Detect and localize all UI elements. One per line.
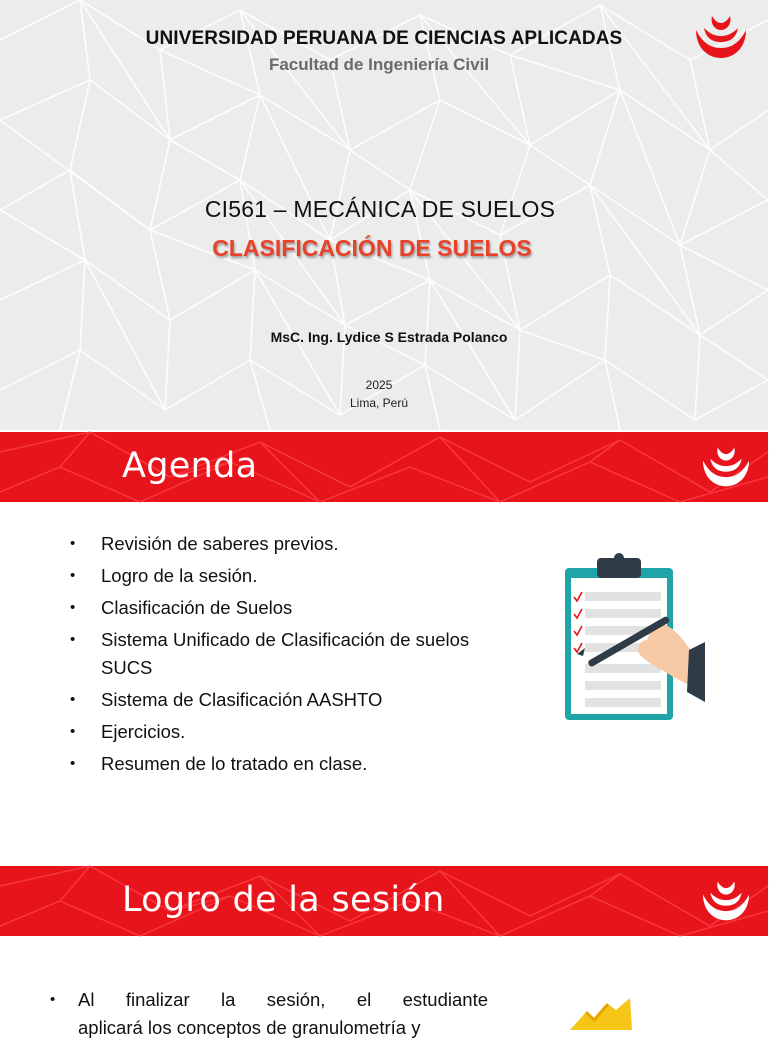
bullet: • [70,755,76,772]
author-name: MsC. Ing. Lydice S Estrada Polanco [270,329,508,345]
agenda-item-label: Sistema de Clasificación AASHTO [101,689,383,710]
achievement-icon [560,990,650,1030]
topic-title: CLASIFICACIÓN DE SUELOS [212,235,532,261]
bullet: • [70,599,76,616]
agenda-item-label: Logro de la sesión. [101,565,258,586]
list-item [70,750,520,778]
logro-text-line2: aplicará los conceptos de granulometría y [78,1017,421,1038]
clipboard-checklist-icon [555,552,705,728]
bullet: • [70,535,76,552]
presentation-city: Lima, Perú [349,396,409,410]
list-item [70,626,520,682]
bullet: • [70,723,76,740]
agenda-item-label: Clasificación de Suelos [101,597,293,618]
agenda-title: Agenda [122,446,258,486]
agenda-slide [0,432,768,864]
list-item [70,718,520,746]
title-slide [0,0,768,430]
logro-header-bar [0,866,768,936]
agenda-item-label: Revisión de saberes previos. [101,533,339,554]
agenda-item-label: Ejercicios. [101,721,186,742]
agenda-header-bar [0,432,768,502]
agenda-item-label: Sistema Unificado de Clasificación de suelos SUCS [101,629,470,678]
upc-logo-icon [697,444,755,490]
list-item [70,562,520,590]
upc-logo-icon [690,12,752,62]
logro-title: Logro de la sesión [122,880,445,920]
logro-paragraph-line1 [50,986,488,1014]
logro-text-line1: Al finalizar la sesión, el estudiante [78,989,488,1010]
header-network-pattern [0,432,768,502]
agenda-item-label: Resumen de lo tratado en clase. [101,753,368,774]
presentation-year: 2025 [365,378,393,392]
university-name: UNIVERSIDAD PERUANA DE CIENCIAS APLICADAS [145,28,623,49]
faculty-name: Facultad de Ingeniería Civil [268,55,490,74]
list-item [70,530,520,558]
upc-logo-icon [697,878,755,924]
logro-slide [0,866,768,1038]
course-title: CI561 – MECÁNICA DE SUELOS [204,196,556,222]
agenda-list [70,530,520,782]
list-item [70,594,520,622]
list-item [70,686,520,714]
bullet: • [70,567,76,584]
bullet: • [70,691,76,708]
bullet: • [50,991,56,1008]
bullet: • [70,631,76,648]
